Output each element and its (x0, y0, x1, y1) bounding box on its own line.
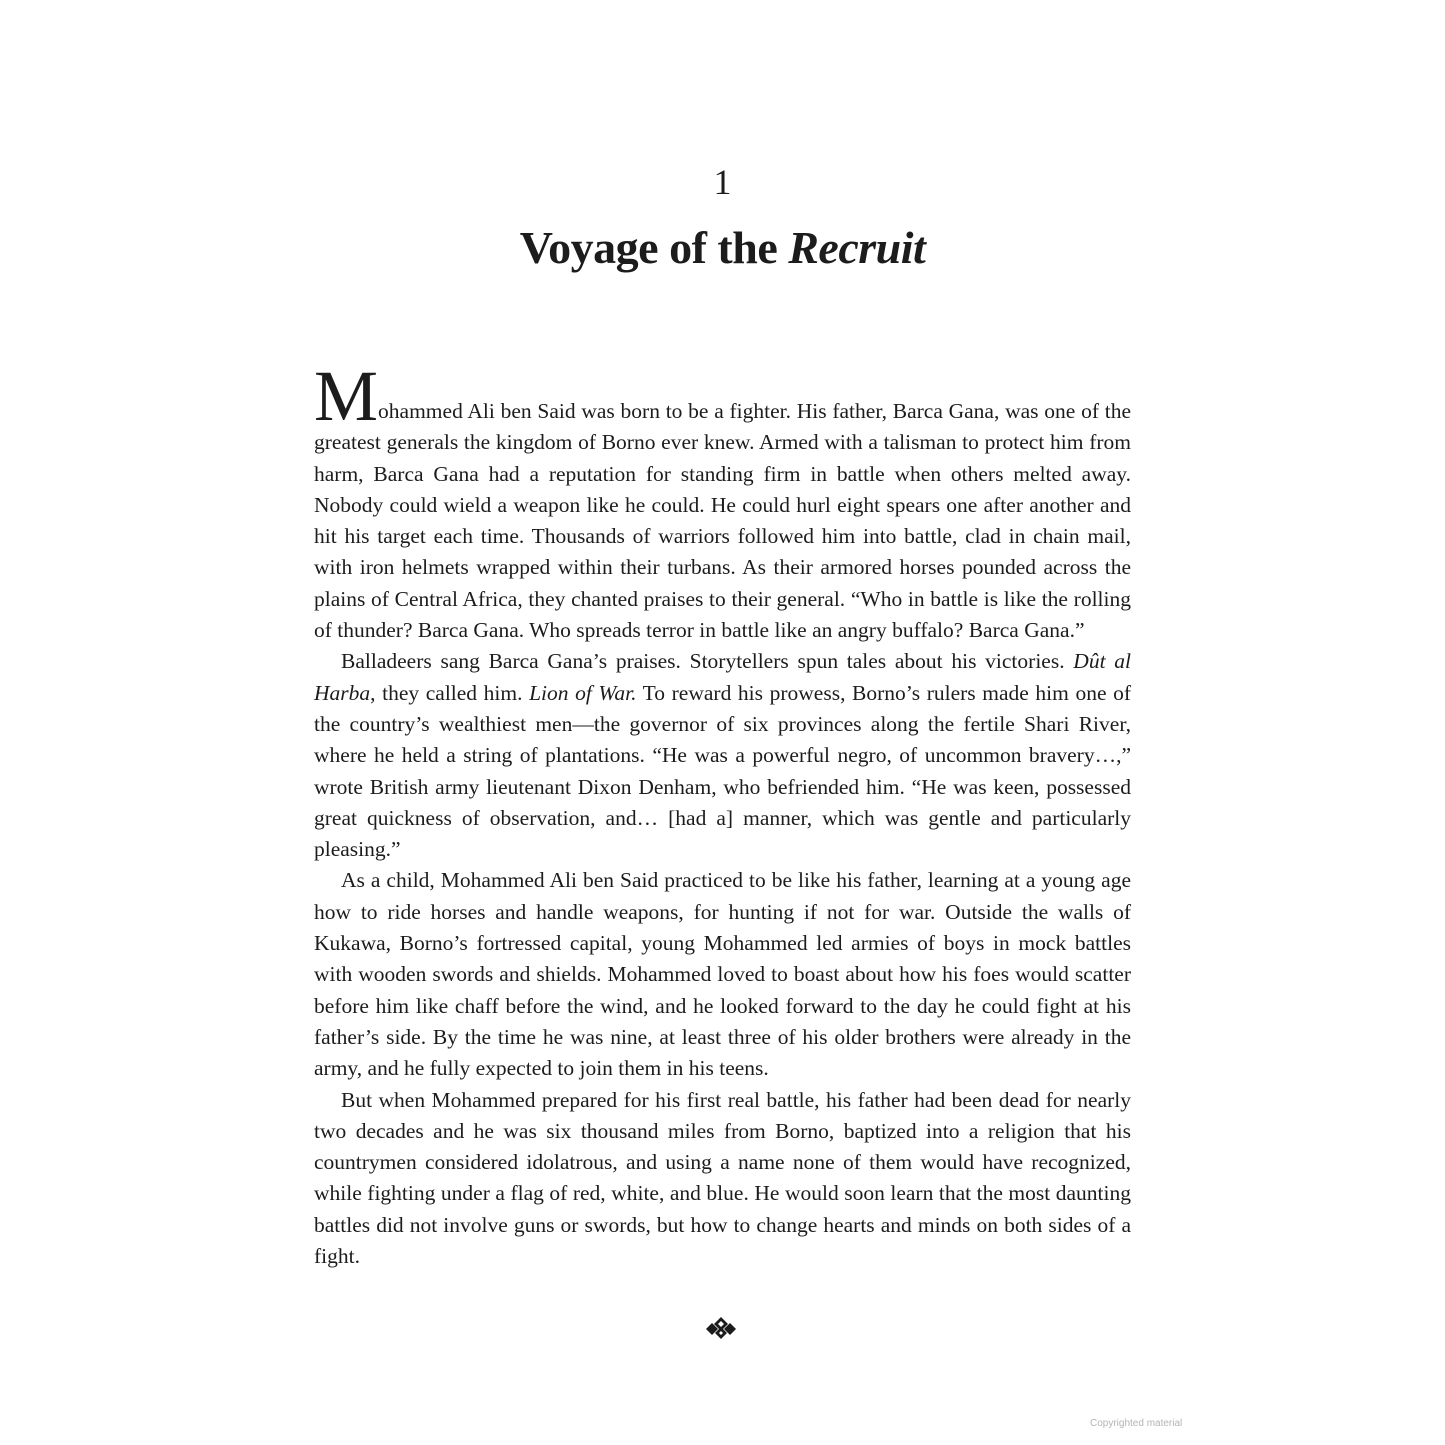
paragraph-1-text: ohammed Ali ben Said was born to be a fighter. His father, Barca Gana, was one of the greatest generals the kingdom of Borno ever knew. Armed with a talisman to protect him from harm, Barca Gana had a reputation for standing firm in battle when others melted away. Nobody could wield a weapon like he could. He could hurl eight spears one after another and hit his target each time. Thousands of warriors followed him into battle, clad in chain mail, with iron helmets wrapped within their turbans. As their armored horses pounded across the plains of Central Africa, they chanted praises to their general. “Who in battle is like the rolling of thunder? Barca Gana. Who spreads terror in battle like an angry buffalo? Barca Gana.” (314, 399, 1131, 643)
drop-cap: M (314, 356, 379, 436)
paragraph-4: But when Mohammed prepared for his first real battle, his father had been dead for nearly two decades and he was six thousand miles from Borno, baptized into a religion that his countrymen considered idolatrous, and using a name none of them would have recognized, while fighting under a flag of red, white, and blue. He would soon learn that the most daunting battles did not involve guns or swords, but how to change hearts and minds on both sides of a fight. (314, 1087, 1131, 1269)
paragraph-2 (314, 646, 1131, 865)
paragraph-2-italic-translation: Lion of War. (529, 680, 637, 705)
paragraph-1 (314, 356, 1131, 646)
paragraph-2-text-b: , they called him. (370, 680, 530, 705)
diamond-fleuron-icon (704, 1316, 738, 1342)
chapter-title-italic: Recruit (788, 222, 926, 273)
paragraph-2-italic-name: Dût al Harba (314, 649, 1131, 705)
chapter-body (314, 356, 1132, 1272)
paragraph-2-text-c: To reward his prowess, Borno’s rulers made him one of the country’s wealthiest men—the governor of six provinces along the fertile Shari River, where he held a string of plantations. “He was a powerful negro, of uncommon bravery…,” wrote British army lieutenant Dixon Denham, who befriended him. “He was keen, possessed great quickness of observation, and… [had a] manner, which was gentle and particularly pleasing.” (314, 680, 1132, 862)
chapter-number: 1 (713, 162, 732, 202)
chapter-title-plain: Voyage of the (519, 222, 789, 273)
paragraph-3: As a child, Mohammed Ali ben Said practiced to be like his father, learning at a young age how to ride horses and handle weapons, for hunting if not for war. Outside the walls of Kukawa, Borno’s fortressed capital, young Mohammed led armies of boys in mock battles with wooden swords and shields. Mohammed loved to boast about how his foes would scatter before him like chaff before the wind, and he looked forward to the day he could fight at his father’s side. By the time he was nine, at least three of his older brothers were already in the army, and he fully expected to join them in his teens. (314, 868, 1131, 1081)
chapter-title (0, 220, 1445, 276)
paragraph-2-text-a: Balladeers sang Barca Gana’s praises. Storytellers spun tales about his victories. (341, 649, 1074, 674)
copyright-notice: Copyrighted material (1090, 1418, 1183, 1429)
